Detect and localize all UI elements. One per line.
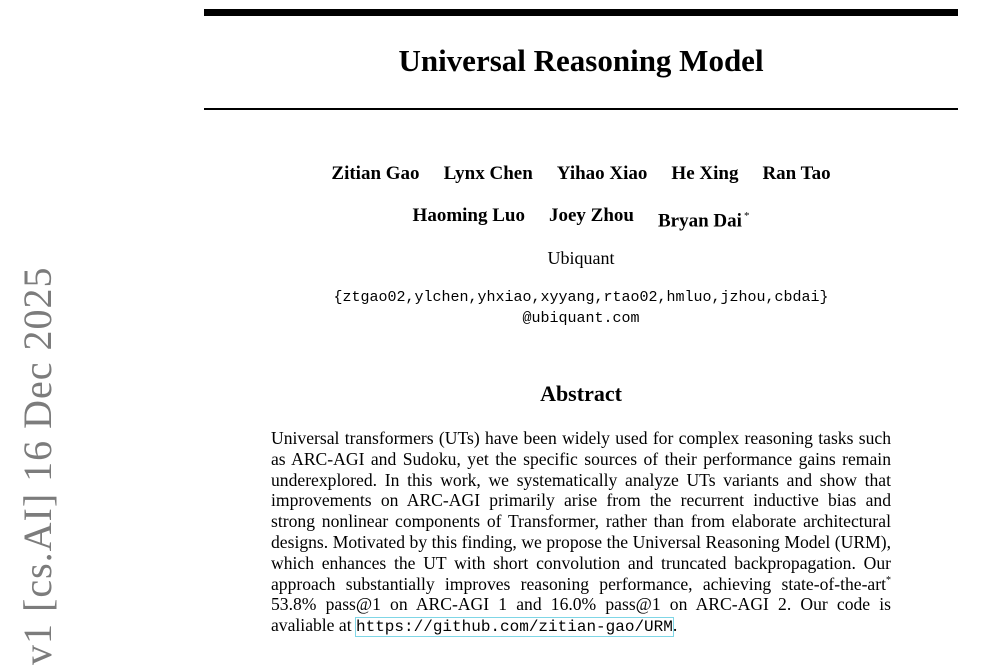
author-name: Joey Zhou (549, 205, 634, 226)
paper-title: Universal Reasoning Model (398, 43, 764, 78)
authors-row-2 (204, 204, 958, 233)
author-corresponding (658, 204, 749, 233)
author-name: Yihao Xiao (556, 163, 648, 184)
affiliation: Ubiquant (547, 248, 615, 268)
abstract-results-text: 53.8% pass@1 on ARC-AGI 1 and 16.0% pass@1 on ARC-AGI 2. Our code is avaliable at (271, 594, 891, 636)
corresponding-author-mark: * (743, 210, 750, 222)
author-name: Zitian Gao (331, 163, 420, 184)
abstract-main-text: Universal transformers (UTs) have been widely used for complex reasoning tasks such as ARC-AGI and Sudoku, yet the specific sources of their performance gains remain underexplored. In this work, we systematically analyze UTs variants and show that improvements on ARC-AGI primarily arise from the recurrent inductive bias and strong nonlinear components of Transformer, rather than from elaborate architectural designs. Motivated by this finding, we propose the Universal Reasoning Model (URM), which enhances the UT with short convolution and truncated backpropagation. Our approach substantially improves reasoning performance, achieving state-of-the-art (271, 428, 891, 594)
author-name: Ran Tao (762, 163, 831, 184)
author-name: Haoming Luo (412, 205, 525, 226)
arxiv-identifier-stamp: v1 [cs.AI] 16 Dec 2025 (15, 266, 60, 665)
title-bottom-rule (204, 108, 958, 110)
authors-row-1 (204, 162, 958, 186)
abstract-text (271, 428, 891, 638)
author-name: Lynx Chen (443, 163, 533, 184)
author-name: He Xing (671, 163, 739, 184)
email-line-2: @ubiquant.com (522, 310, 640, 327)
email-line-1: {ztgao02,ylchen,yhxiao,xyyang,rtao02,hmluo,jzhou,cbdai} (333, 289, 829, 306)
author-emails (204, 287, 958, 329)
title-top-rule (204, 9, 958, 16)
author-name: Bryan Dai (658, 210, 742, 232)
abstract-heading: Abstract (540, 381, 622, 406)
abstract-end-punctuation: . (672, 615, 678, 636)
code-link[interactable]: https://github.com/zitian-gao/URM (356, 618, 673, 637)
footnote-mark: * (886, 574, 891, 586)
